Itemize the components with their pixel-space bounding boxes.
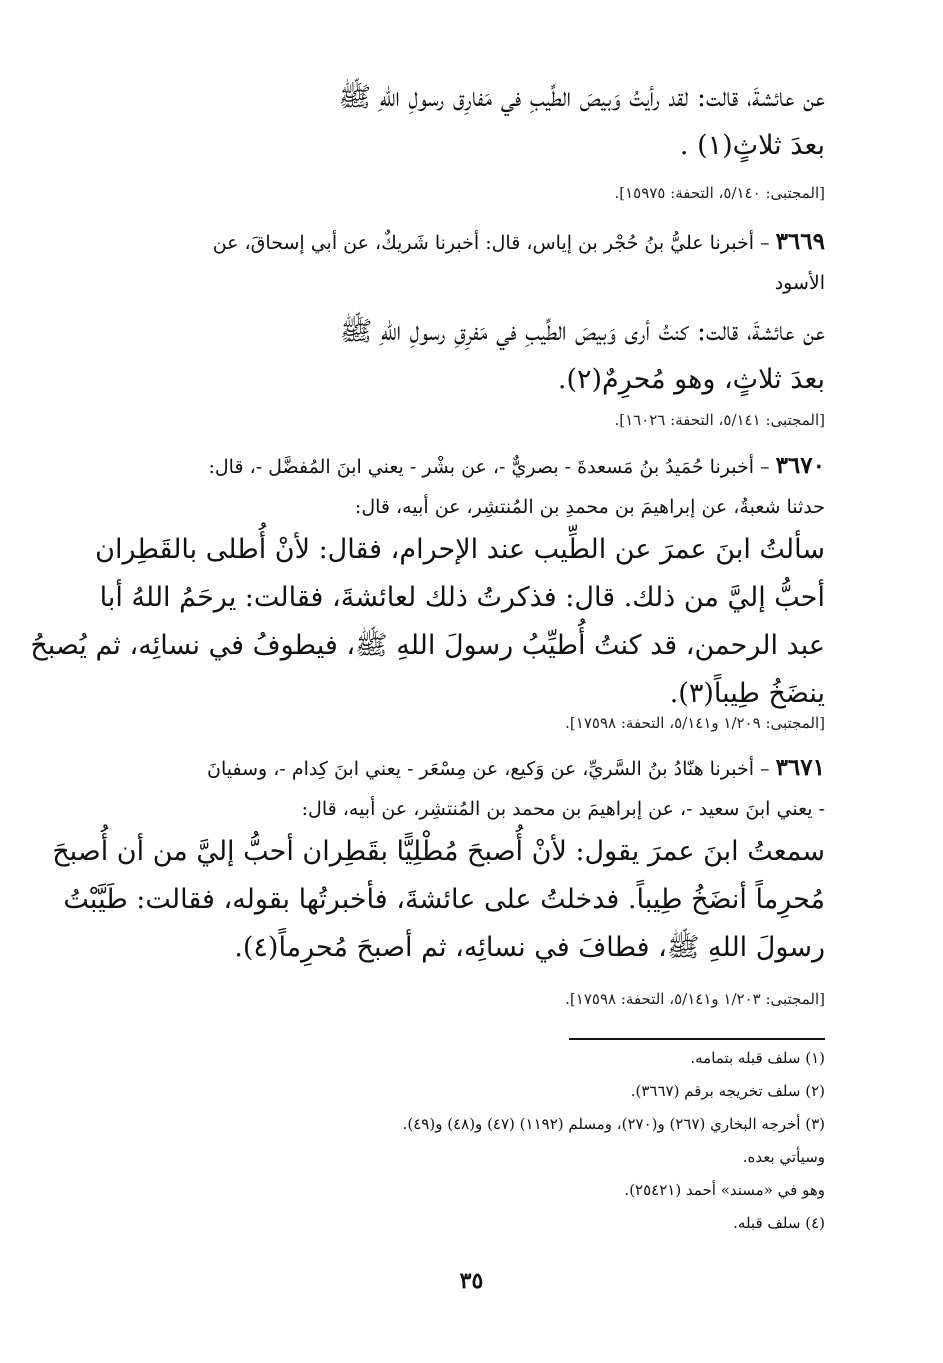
isnad-text: – أخبرنا حُمَيدُ بنُ مَسعدةَ - بصريٌّ -، عن بشْر - يعني ابنَ المُفضَّل -، قال:	[208, 456, 770, 478]
matn-line: رسولَ اللهِ ﷺ، فطافَ في نسائِه، ثم أصبحَ مُحرِماً(٤).	[234, 932, 825, 963]
isnad-line-2: - يعني ابنَ سعيد -، عن إبراهيمَ بن محمد بن المُنتشِر، عن أبيه، قال:	[301, 798, 825, 820]
footnote-item: (٣) أخرجه البخاري (٢٦٧) و(٢٧٠)، ومسلم (١١٩٢) (٤٧) و(٤٨) و(٤٩).	[402, 1115, 825, 1133]
isnad-text: – أخبرنا عليُّ بنُ حُجْر بن إياس، قال: أخبرنا شَريكٌ، عن أبي إسحاقَ، عن	[212, 232, 770, 254]
hadith-number: ٣٦٦٩	[775, 228, 825, 255]
isnad-line-1	[118, 446, 825, 487]
matn-line: عن عائشةَ، قالت: كنتُ أرى وَبيصَ الطِّيبِ في مَفرِقِ رسولِ اللهِ ﷺ	[339, 316, 825, 347]
hadith-3669-reference: [المجتبى: ٥/١٤١، التحفة: ١٦٠٢٦].	[614, 411, 825, 429]
matn-line: عن عائشةَ، قالت: لقد رأيتُ وَبيصَ الطِّيبِ في مَفارِق رسولِ اللهِ ﷺ	[338, 82, 825, 113]
isnad-text: – أخبرنا هنّادُ بنُ السَّريِّ، عن وَكيع، عن مِسْعَر - يعني ابنَ كِدام -، وسفيانَ	[207, 758, 770, 780]
footnote-item: وسيأتي بعده.	[742, 1148, 825, 1166]
matn-line: سألتُ ابنَ عمرَ عن الطِّيب عند الإحرام، فقال: لأنْ أُطلى بالقَطِران	[95, 534, 825, 565]
hadith-number: ٣٦٧١	[775, 754, 825, 781]
footnote-item: (٤) سلف قبله.	[733, 1214, 825, 1232]
hadith-3671-matn	[52, 828, 825, 972]
hadith-3670-reference: [المجتبى: ١/٢٠٩ و٥/١٤١، التحفة: ١٧٥٩٨].	[565, 714, 825, 732]
matn-line: بعدَ ثلاثٍ، وهو مُحرِمٌ(٢).	[557, 364, 825, 395]
hadith-number: ٣٦٧٠	[775, 452, 825, 479]
matn-line: ينضَخُ طِيباً(٣).	[669, 678, 825, 709]
matn-line: سمعتُ ابنَ عمرَ يقول: لأنْ أُصبحَ مُطْلِيًّا بقَطِران أحبُّ إليَّ من أن أُصبحَ	[52, 836, 825, 867]
hadith-3668-matn	[118, 74, 825, 170]
isnad-line-2: حدثنا شعبةُ، عن إبراهيمَ بن محمدِ بن المُنتشِر، عن أبيه، قال:	[354, 496, 825, 518]
hadith-3670-matn	[30, 526, 825, 718]
isnad-line-2: الأسود	[774, 272, 825, 294]
hadith-3671-isnad	[118, 748, 825, 829]
footnote-item: (٢) سلف تخريجه برقم (٣٦٦٧).	[630, 1082, 825, 1100]
hadith-3669-isnad	[118, 222, 825, 303]
hadith-3670-isnad	[118, 446, 825, 527]
matn-line: أحبُّ إليَّ من ذلك. قال: فذكرتُ ذلك لعائشةَ، فقالت: يرحَمُ اللهُ أبا	[99, 582, 825, 613]
footnotes	[118, 1042, 825, 1240]
matn-line: بعدَ ثلاثٍ(١) .	[679, 130, 825, 161]
footnote-separator	[569, 1038, 825, 1040]
footnote-item: (١) سلف قبله بتمامه.	[690, 1049, 825, 1067]
isnad-line-1	[118, 222, 825, 263]
matn-line: مُحرِماً أنضَخُ طِيباً. فدخلتُ على عائشةَ، فأخبرتُها بقوله، فقالت: طَيَّبْتُ	[63, 884, 825, 915]
footnote-item: وهو في «مسند» أحمد (٢٥٤٢١).	[624, 1181, 825, 1199]
matn-line: عبد الرحمن، قد كنتُ أُطيِّبُ رسولَ اللهِ ﷺ، فيطوفُ في نسائِه، ثم يُصبحُ	[30, 630, 825, 661]
hadith-3669-matn	[118, 308, 825, 404]
page-number: ٣٥	[459, 1268, 484, 1294]
hadith-3671-reference: [المجتبى: ١/٢٠٣ و٥/١٤١، التحفة: ١٧٥٩٨].	[565, 990, 825, 1008]
isnad-line-1	[118, 748, 825, 789]
hadith-3668-reference: [المجتبى: ٥/١٤٠، التحفة: ١٥٩٧٥].	[614, 184, 825, 202]
